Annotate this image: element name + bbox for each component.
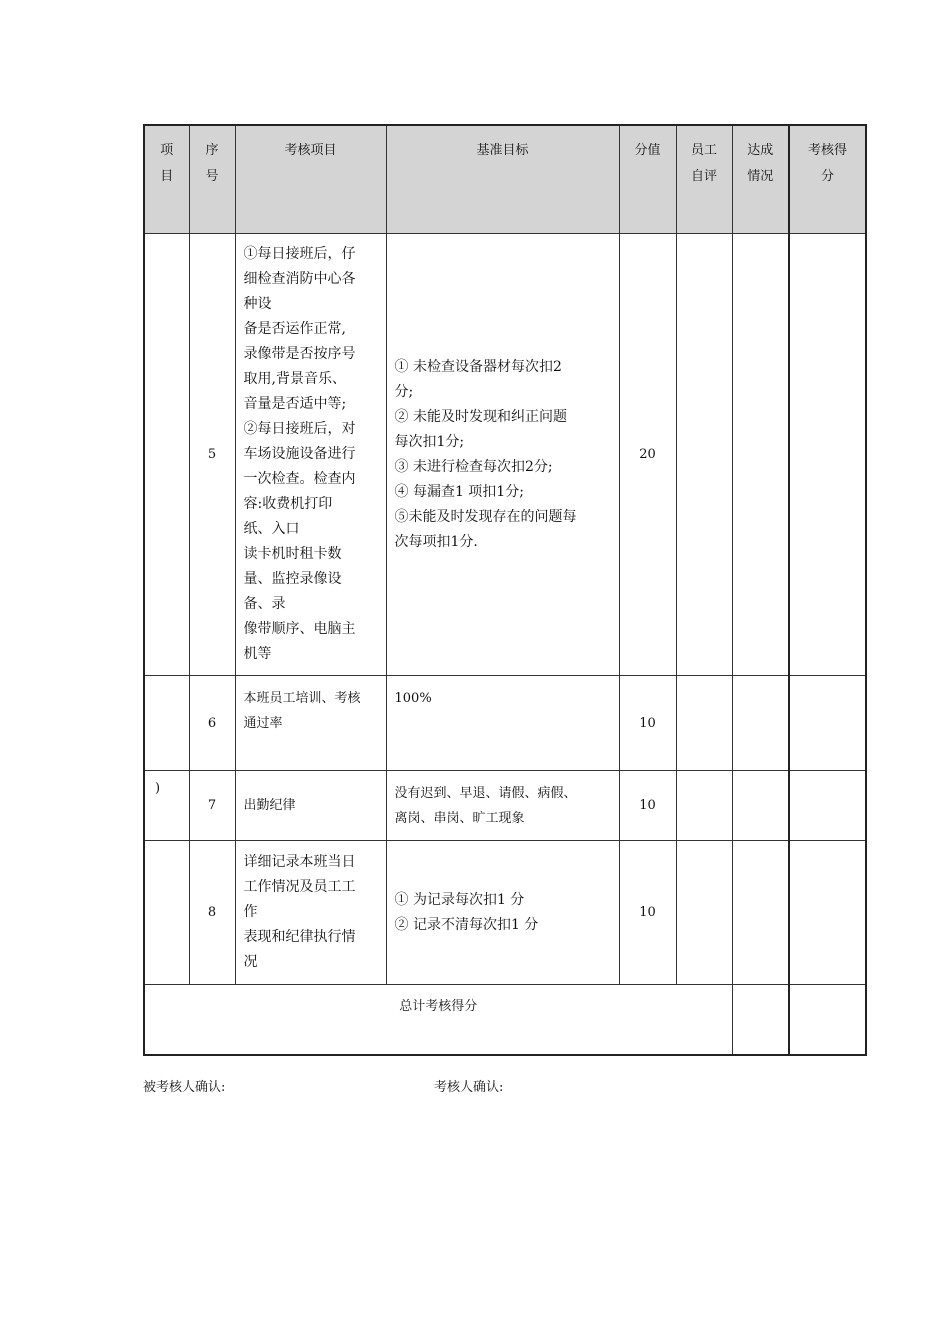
- row-self-eval: [676, 676, 732, 771]
- item-line: 表现和纪律执行情: [243, 929, 356, 945]
- item-line: 像带顺序、电脑主: [243, 621, 356, 637]
- header-category: [144, 125, 189, 234]
- table-row: [144, 234, 866, 676]
- item-line: 出勤纪律: [243, 798, 296, 813]
- header-no: [189, 125, 235, 234]
- row-number: 8: [189, 841, 235, 985]
- item-line: 容:收费机打印: [243, 496, 333, 512]
- table-row: [144, 771, 866, 841]
- table-row: [144, 841, 866, 985]
- target-line: ④ 每漏查1 项扣1分;: [394, 483, 524, 500]
- row-self-eval: [676, 234, 732, 676]
- row-achieve: [732, 676, 789, 771]
- item-line: 取用,背景音乐、: [243, 371, 346, 387]
- row-item: [235, 234, 386, 676]
- total-row: [144, 985, 866, 1055]
- item-line: 机等: [243, 646, 272, 662]
- target-line: 没有迟到、早退、请假、病假、: [394, 785, 577, 801]
- header-achieve-text: 达成情况: [747, 143, 774, 184]
- row-self-eval: [676, 841, 732, 985]
- row-final-score: [789, 771, 866, 841]
- header-category-text: 项目: [160, 143, 174, 184]
- item-line: 一次检查。检查内: [243, 471, 356, 487]
- item-line: 种设: [243, 296, 272, 312]
- evaluation-table: [143, 124, 867, 1056]
- header-self: [676, 125, 732, 234]
- item-line: 车场设施设备进行: [243, 446, 356, 462]
- total-score: [789, 985, 866, 1055]
- row-item: [235, 676, 386, 771]
- row-item: [235, 771, 386, 841]
- item-line: 况: [243, 954, 258, 970]
- row-number: 7: [189, 771, 235, 841]
- row-final-score: [789, 676, 866, 771]
- target-line: ① 为记录每次扣1 分: [394, 891, 525, 908]
- header-self-text: 员工自评: [690, 143, 717, 184]
- row-achieve: [732, 841, 789, 985]
- header-final-text: 考核得分: [807, 143, 847, 184]
- item-line: 本班员工培训、考核: [243, 691, 361, 706]
- header-no-text: 序号: [205, 143, 219, 184]
- item-line: 作: [243, 904, 258, 920]
- target-line: 每次扣1分;: [394, 433, 465, 450]
- target-line: 离岗、串岗、旷工现象: [394, 810, 525, 826]
- row-target: [386, 676, 619, 771]
- item-line: 量、监控录像设: [243, 571, 342, 587]
- table-row: [144, 676, 866, 771]
- target-line: ① 未检查设备器材每次扣2: [394, 358, 562, 375]
- target-line: 次每项扣1分.: [394, 533, 478, 550]
- item-line: 音量是否适中等;: [243, 396, 347, 412]
- row-achieve: [732, 771, 789, 841]
- item-line: 详细记录本班当日: [243, 854, 356, 870]
- row-score: 20: [619, 234, 676, 676]
- item-line: 通过率: [243, 716, 283, 731]
- row-category: ): [144, 771, 189, 841]
- target-line: 分;: [394, 383, 414, 400]
- target-line: ② 未能及时发现和纠正问题: [394, 408, 567, 425]
- header-row: [144, 125, 866, 234]
- row-number: 6: [189, 676, 235, 771]
- row-category: [144, 841, 189, 985]
- header-score: 分值: [619, 125, 676, 234]
- item-line: 备是否运作正常,: [243, 321, 346, 337]
- row-category: [144, 676, 189, 771]
- row-score: 10: [619, 841, 676, 985]
- total-achieve: [732, 985, 789, 1055]
- item-line: 录像带是否按序号: [243, 346, 356, 362]
- header-item: 考核项目: [235, 125, 386, 234]
- target-line: ⑤未能及时发现存在的问题每: [394, 508, 577, 525]
- row-self-eval: [676, 771, 732, 841]
- item-line: ②每日接班后，对: [243, 421, 356, 437]
- header-achieve: [732, 125, 789, 234]
- row-achieve: [732, 234, 789, 676]
- item-line: 纸、入口: [243, 521, 300, 537]
- row-target: [386, 841, 619, 985]
- target-line: ③ 未进行检查每次扣2分;: [394, 458, 553, 475]
- header-final: [789, 125, 866, 234]
- item-line: 工作情况及员工工: [243, 879, 356, 895]
- examiner-confirmation: 考核人确认:: [434, 1080, 504, 1095]
- row-category: [144, 234, 189, 676]
- total-label: 总计考核得分: [144, 985, 732, 1055]
- row-final-score: [789, 841, 866, 985]
- item-line: 读卡机时租卡数: [243, 546, 342, 562]
- row-item: [235, 841, 386, 985]
- item-line: 备、录: [243, 596, 286, 612]
- row-score: 10: [619, 771, 676, 841]
- item-line: 细检查消防中心各: [243, 271, 356, 287]
- target-line: 100%: [394, 691, 432, 706]
- target-line: ② 记录不清每次扣1 分: [394, 916, 539, 933]
- examinee-confirmation: 被考核人确认:: [143, 1080, 226, 1095]
- header-target: 基准目标: [386, 125, 619, 234]
- row-target: [386, 771, 619, 841]
- row-target: [386, 234, 619, 676]
- row-number: 5: [189, 234, 235, 676]
- item-line: ①每日接班后，仔: [243, 246, 356, 262]
- row-score: 10: [619, 676, 676, 771]
- row-final-score: [789, 234, 866, 676]
